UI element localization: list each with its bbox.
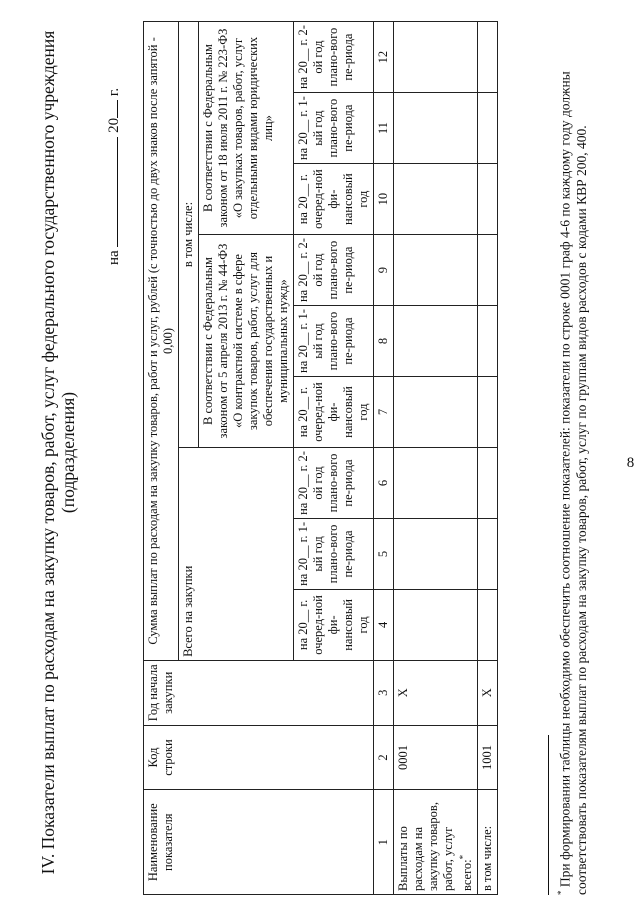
header-plan-year1: на 20__ г. 1-ый год плано-вого пе-риода: [294, 518, 374, 589]
header-current-year: на 20__ г. очеред-ной фи-нансовый год: [294, 377, 374, 448]
cell: [478, 589, 498, 660]
cell: [394, 235, 478, 306]
header-sum: Сумма выплат по расходам на закупку товаров, работ и услуг, рублей (с точностью до двух знаков после запятой - 0,00): [144, 22, 179, 661]
cell: [478, 164, 498, 235]
cell: [478, 448, 498, 519]
procurement-table: [143, 21, 498, 895]
column-number: 7: [374, 377, 394, 448]
column-number: 9: [374, 235, 394, 306]
header-plan-year2: на 20__ г. 2-ой год плано-вого пе-риода: [294, 448, 374, 519]
footnote: [553, 21, 590, 895]
table-row: [478, 22, 498, 895]
header-plan-year2: на 20__ г. 2-ой год плано-вого пе-риода: [294, 22, 374, 93]
column-number: 6: [374, 448, 394, 519]
header-44fz: В соответствии с Федеральным законом от 5 апреля 2013 г. № 44-ФЗ «О контрактной системе в сфере закупок товаров, работ, услуг для обеспечения государственных и муниципальных нужд»: [199, 235, 294, 448]
cell: [394, 306, 478, 377]
column-number: 3: [374, 660, 394, 725]
cell: [478, 306, 498, 377]
row-year: X: [394, 660, 478, 725]
cell: [478, 518, 498, 589]
cell: [394, 164, 478, 235]
period-blank: [104, 137, 118, 247]
row-code: 1001: [478, 725, 498, 790]
period-suffix: г.: [106, 87, 122, 97]
cell: [394, 22, 478, 93]
header-including: в том числе:: [179, 22, 199, 448]
cell: [478, 22, 498, 93]
period-year-blank: [104, 100, 118, 118]
header-plan-year2: на 20__ г. 2-ой год плано-вого пе-риода: [294, 235, 374, 306]
row-name: Выплаты по расходам на закупку товаров, работ, услуг всего:*: [394, 790, 478, 895]
column-numbers-row: [374, 22, 394, 895]
period-prefix: на: [106, 250, 122, 265]
column-number: 11: [374, 93, 394, 164]
footnote-mark: *: [556, 890, 566, 895]
period-line: [104, 88, 123, 265]
footnote-separator: [548, 735, 549, 895]
column-number: 4: [374, 589, 394, 660]
row-code: 0001: [394, 725, 478, 790]
header-name: Наименование показателя: [144, 790, 374, 895]
column-number: 8: [374, 306, 394, 377]
column-number: 2: [374, 725, 394, 790]
period-year-prefix: 20: [106, 117, 122, 133]
header-plan-year1: на 20__ г. 1-ый год плано-вого пе-риода: [294, 306, 374, 377]
row-name: в том числе:: [478, 790, 498, 895]
page-number: 8: [626, 454, 635, 471]
cell: [394, 518, 478, 589]
cell: [394, 377, 478, 448]
title-line2: (подразделения): [58, 391, 78, 514]
header-code: Код строки: [144, 725, 374, 790]
header-current-year: на 20__ г. очеред-ной фи-нансовый год: [294, 164, 374, 235]
column-number: 5: [374, 518, 394, 589]
header-plan-year1: на 20__ г. 1-ый год плано-вого пе-риода: [294, 93, 374, 164]
column-number: 12: [374, 22, 394, 93]
table-row: [394, 22, 478, 895]
header-current-year: на 20__ г. очеред-ной фи-нансовый год: [294, 589, 374, 660]
cell: [478, 377, 498, 448]
cell: [478, 235, 498, 306]
cell: [478, 93, 498, 164]
cell: [394, 448, 478, 519]
cell: [394, 589, 478, 660]
title-line1: IV. Показатели выплат по расходам на закупку товаров, работ, услуг федерального государственного учреждения: [38, 30, 58, 875]
cell: [394, 93, 478, 164]
row-year: X: [478, 660, 498, 725]
column-number: 1: [374, 790, 394, 895]
footnote-text: При формировании таблицы необходимо обеспечить соотношение показателей: показатели по строке 0001 граф 4-6 по каждому году должны соответствовать показателям выплат по расходам на закупку товаров, работ, услуг по группам видов расходов с кодами КВР 200, 400.: [557, 71, 589, 895]
header-223fz: В соответствии с Федеральным законом от 18 июля 2011 г. № 223-ФЗ «О закупках товаров, работ, услуг отдельными видами юридических лиц»: [199, 22, 294, 235]
footnote-mark: *: [458, 854, 468, 860]
section-title: [38, 0, 78, 905]
column-number: 10: [374, 164, 394, 235]
header-total: Всего на закупки: [179, 448, 294, 661]
header-year: Год начала закупки: [144, 660, 374, 725]
